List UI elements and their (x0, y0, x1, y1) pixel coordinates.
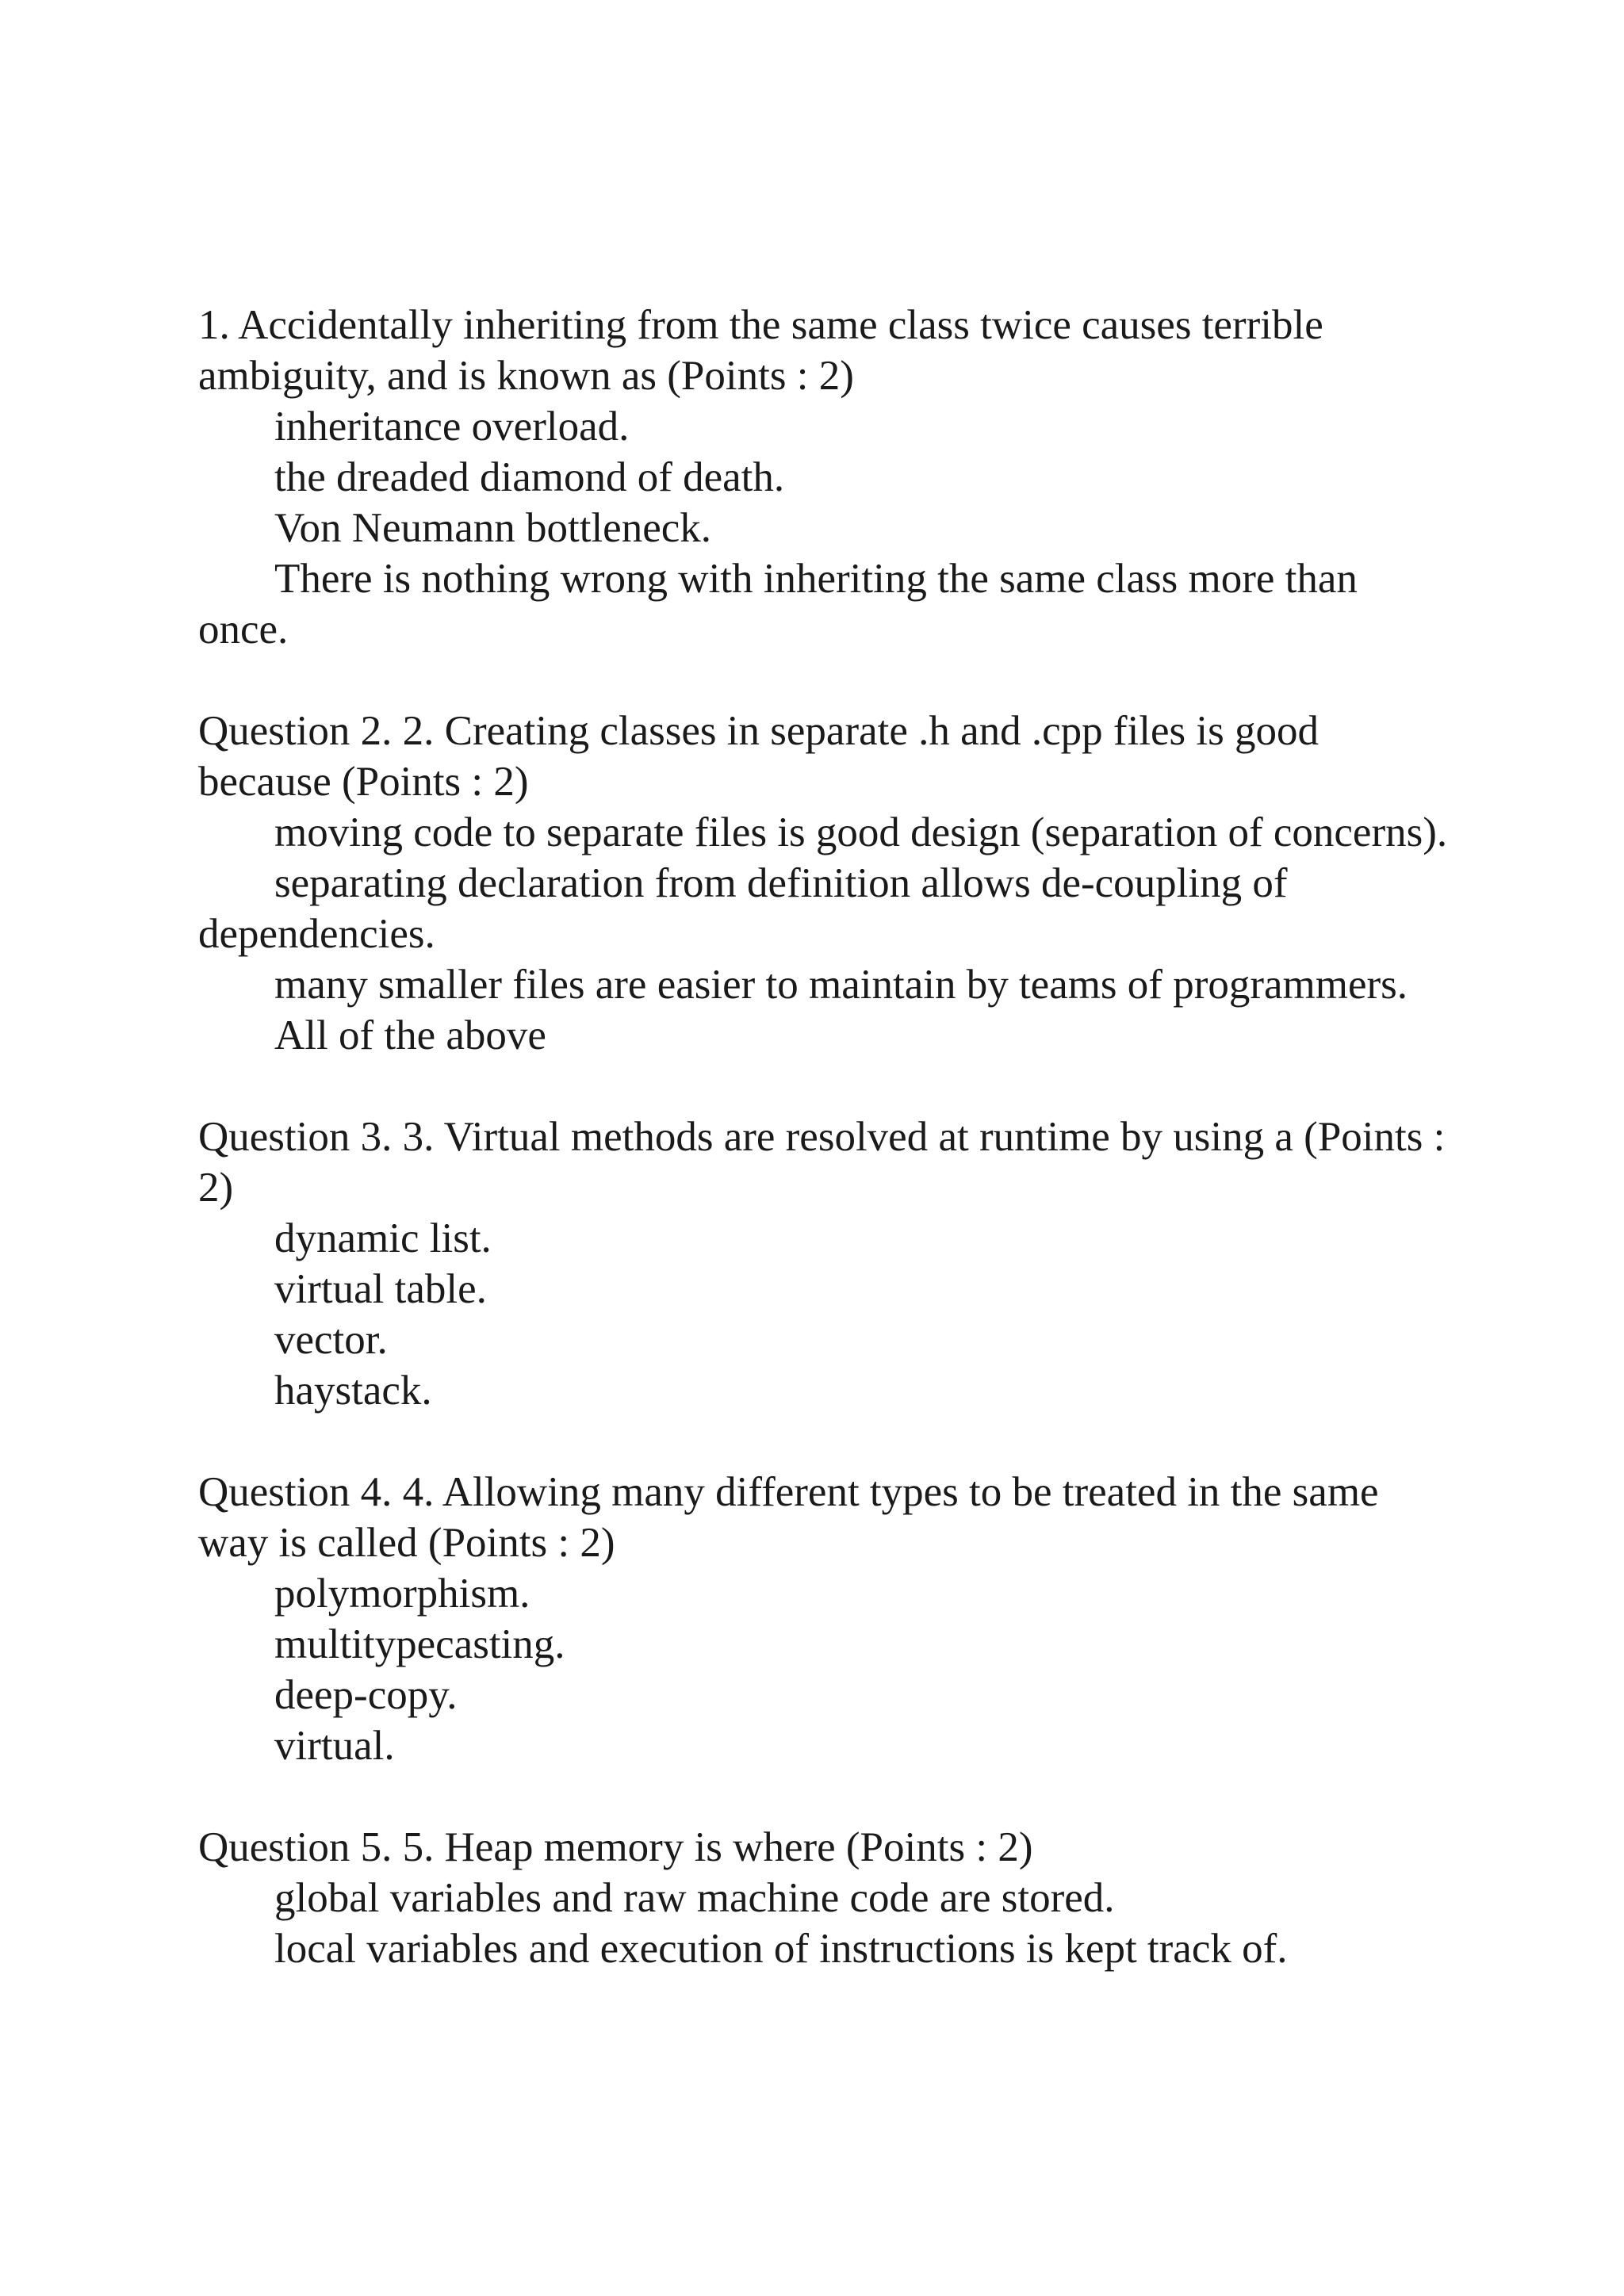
answer-options (198, 1568, 1451, 1771)
answer-options (198, 1873, 1451, 1974)
question-stem: 1. Accidentally inheriting from the same class twice causes terrible ambiguity, and is known as (Points : 2) (198, 302, 1323, 399)
answer-option: There is nothing wrong with inheriting the same class more than once. (198, 556, 1358, 652)
answer-options (198, 1213, 1451, 1416)
answer-option: vector. (274, 1317, 388, 1363)
answer-option: dynamic list. (274, 1215, 492, 1261)
question-stem: Question 5. 5. Heap memory is where (Points : 2) (198, 1824, 1033, 1870)
answer-options (198, 807, 1451, 1061)
answer-option: polymorphism. (274, 1571, 530, 1617)
question-2 (198, 706, 1451, 1061)
question-1 (198, 300, 1451, 655)
quiz-content (198, 300, 1451, 1974)
answer-options (198, 401, 1451, 655)
answer-option: inheritance overload. (274, 404, 630, 450)
question-5 (198, 1822, 1451, 1974)
answer-option: haystack. (274, 1368, 432, 1414)
answer-option: local variables and execution of instructions is kept track of. (274, 1926, 1288, 1972)
answer-option: virtual. (274, 1723, 395, 1769)
question-stem: Question 3. 3. Virtual methods are resolved at runtime by using a (Points : 2) (198, 1114, 1446, 1211)
answer-option: multitypecasting. (274, 1621, 565, 1667)
answer-option: global variables and raw machine code are stored. (274, 1875, 1115, 1921)
answer-option: many smaller files are easier to maintain by teams of programmers. (274, 962, 1408, 1008)
answer-option: virtual table. (274, 1266, 487, 1312)
question-4 (198, 1467, 1451, 1771)
question-stem: Question 2. 2. Creating classes in separate .h and .cpp files is good because (Points : 2) (198, 708, 1320, 805)
answer-option: Von Neumann bottleneck. (274, 505, 711, 551)
answer-option: separating declaration from definition allows de-coupling of dependencies. (198, 860, 1288, 957)
answer-option: the dreaded diamond of death. (274, 454, 785, 500)
question-3 (198, 1112, 1451, 1416)
answer-option: moving code to separate files is good design (separation of concerns). (274, 809, 1448, 855)
question-stem: Question 4. 4. Allowing many different types to be treated in the same way is called (Points : 2) (198, 1469, 1379, 1566)
answer-option: deep-copy. (274, 1672, 458, 1718)
answer-option: All of the above (274, 1012, 546, 1058)
